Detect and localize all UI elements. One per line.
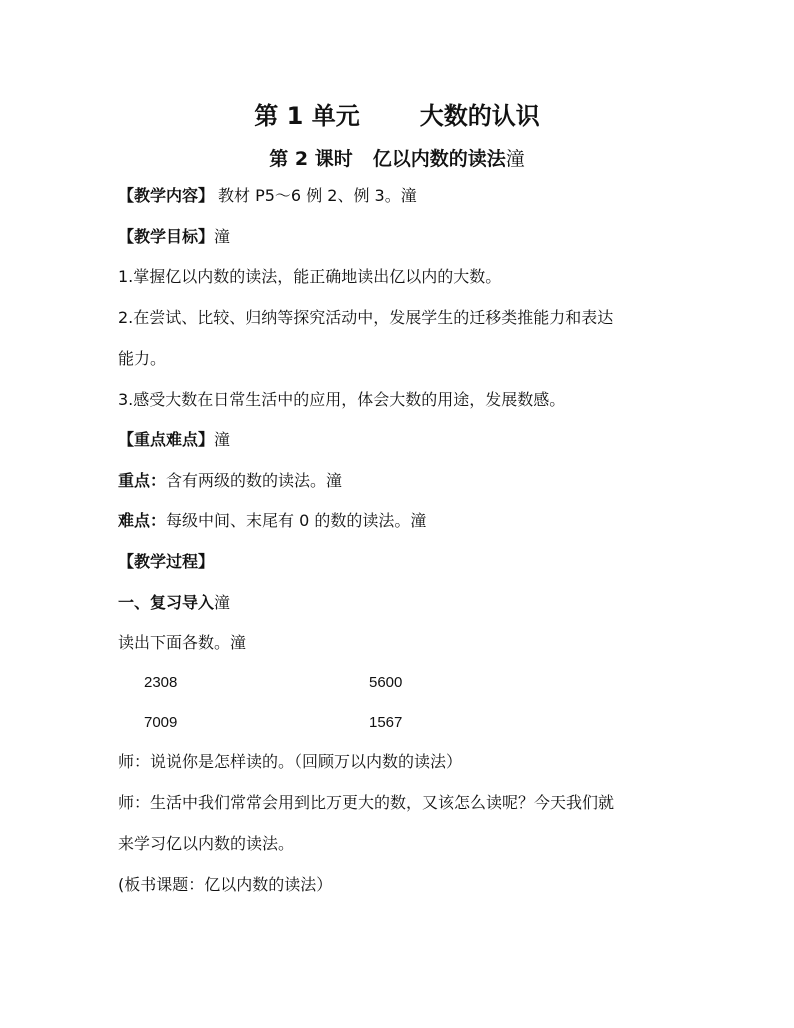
- read-prompt: 读出下面各数。潼: [118, 633, 247, 652]
- number-item: 5600: [369, 674, 403, 691]
- board-title-note: (板书课题：亿以内数的读法）: [118, 875, 333, 894]
- process-heading: 【教学过程】: [118, 552, 215, 571]
- section1-line: [118, 593, 230, 613]
- objective-item-3: 3.感受大数在日常生活中的应用，体会大数的用途，发展数感。: [118, 390, 566, 409]
- unit-title: [0, 96, 794, 131]
- lesson-title: [0, 144, 794, 171]
- number-item: 7009: [144, 714, 178, 731]
- objective-item-1: 1.掌握亿以内数的读法，能正确地读出亿以内的大数。: [118, 267, 502, 286]
- difficult-point-line: [118, 511, 426, 531]
- number-item: 1567: [369, 714, 403, 731]
- key-point-line: [118, 471, 342, 491]
- teacher-line-1: 师：说说你是怎样读的。（回顾万以内数的读法）: [118, 752, 463, 771]
- key-label: 重点：: [118, 471, 167, 490]
- key-text: 含有两级的数的读法。潼: [166, 471, 343, 490]
- teacher-line-2: 师：生活中我们常常会用到比万更大的数，又该怎么读呢？今天我们就: [118, 793, 615, 812]
- lesson-name: 亿以内数的读法: [372, 148, 506, 170]
- section1-heading: 一、复习导入: [118, 593, 215, 612]
- teaching-content: [118, 186, 417, 206]
- teacher-line-2-cont: 来学习亿以内数的读法。: [118, 834, 295, 853]
- difficult-label: 难点：: [118, 511, 167, 530]
- key-points-heading: 【重点难点】: [118, 430, 215, 449]
- key-points-heading-line: [118, 430, 230, 450]
- unit-number: 第 1 单元: [254, 102, 360, 130]
- objective-item-2-cont: 能力。: [118, 349, 167, 368]
- lesson-number: 第 2 课时: [269, 148, 353, 170]
- objectives-mark: 潼: [214, 227, 231, 246]
- key-points-mark: 潼: [214, 430, 231, 449]
- unit-name: 大数的认识: [419, 102, 540, 130]
- content-text: 教材 P5～6 例 2、例 3。潼: [218, 186, 417, 205]
- lesson-mark: 潼: [505, 148, 525, 170]
- difficult-text: 每级中间、末尾有 0 的数的读法。潼: [166, 511, 427, 530]
- objectives-heading-line: [118, 227, 230, 247]
- section1-mark: 潼: [214, 593, 231, 612]
- objective-item-2: 2.在尝试、比较、归纳等探究活动中，发展学生的迁移类推能力和表达: [118, 308, 614, 327]
- number-item: 2308: [144, 674, 178, 691]
- content-heading: 【教学内容】: [118, 186, 215, 205]
- objectives-heading: 【教学目标】: [118, 227, 215, 246]
